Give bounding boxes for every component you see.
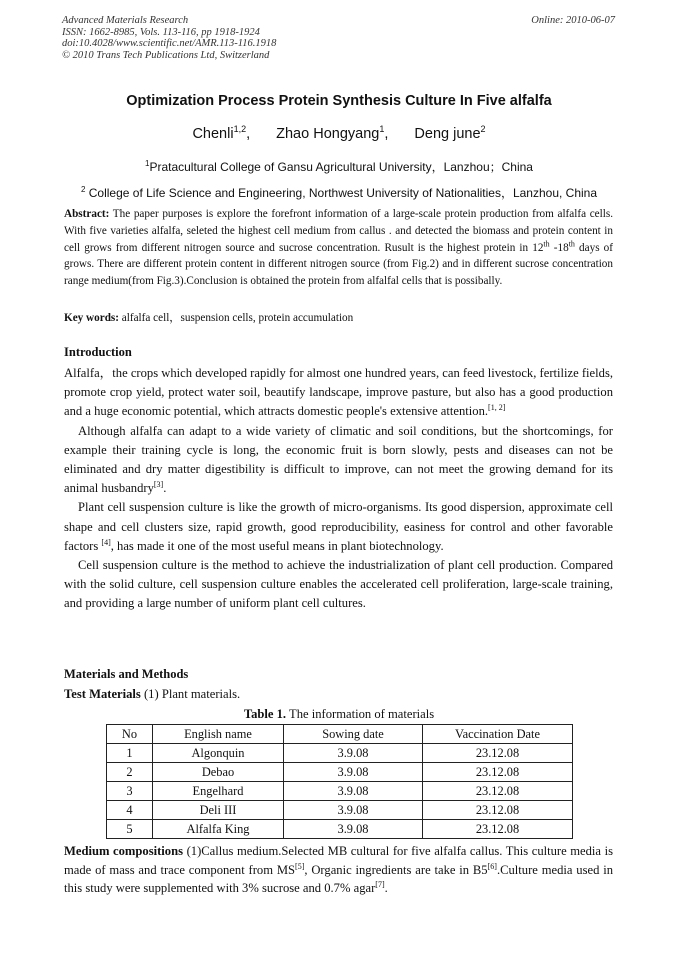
table-cell: 23.12.08 [423, 820, 573, 839]
citation: [4] [101, 537, 111, 547]
table-row [107, 763, 573, 782]
affiliation-text: College of Life Science and Engineering, Northwest University of Nationalities，Lanzhou, China [85, 186, 598, 200]
author-affiliation-mark: 2 [480, 124, 486, 134]
abstract-text: The paper purposes is explore the forefront information of a large-scale protein production from alfalfa cells. With five varieties alfalfa, seleted the highest cell medium from callus . and detected the biomass and protein content in cell grows from different nitrogen source and sucrose concentration. Rusult is the highest protein in 12 [64, 208, 613, 254]
abstract [64, 206, 613, 290]
table-title: The information of materials [286, 707, 435, 721]
paragraph-text: (1)Callus medium.Selected MB cultural for five alfalfa callus. This culture media is made of mass and trace component from MS [64, 844, 613, 877]
table-cell: 5 [107, 820, 153, 839]
paragraph [64, 364, 613, 422]
affiliation-1 [0, 158, 678, 175]
introduction-body [64, 364, 613, 614]
table-row [107, 801, 573, 820]
table-row [107, 782, 573, 801]
medium-label: Medium compositions [64, 844, 184, 858]
paragraph-text: Although alfalfa can adapt to a wide variety of climatic and soil conditions, but the shortcomings, for example their training cycle is long, the economic fruit is born slowly, pests and diseases can not be eliminated and dry matter digestibility is difficult to improve, can not meet the growing demand for its animal husbandry [64, 423, 613, 496]
citation: [3] [153, 480, 164, 490]
ordinal-suffix: th [543, 238, 550, 248]
author-separator: , [384, 125, 389, 142]
paragraph-text: . [163, 481, 167, 496]
methods-heading: Materials and Methods [64, 667, 189, 681]
issn-line: ISSN: 1662-8985, Vols. 113-116, pp 1918-1924 [62, 26, 260, 38]
author [276, 126, 388, 142]
table-caption [0, 707, 678, 722]
test-materials-text: (1) Plant materials. [140, 687, 241, 701]
table-header-cell: English name [153, 725, 284, 744]
table-cell: Debao [153, 763, 284, 782]
keywords [64, 309, 613, 325]
table-cell: 3 [107, 782, 153, 801]
table-cell: 3.9.08 [284, 820, 423, 839]
paragraph [64, 498, 613, 556]
table-cell: Algonquin [153, 744, 284, 763]
table-cell: 3.9.08 [284, 801, 423, 820]
abstract-label: Abstract: [64, 208, 110, 220]
affiliation-mark: 1 [145, 159, 150, 168]
journal-header [62, 15, 276, 61]
table-label: Table 1. [243, 707, 287, 721]
online-date: Online: 2010-06-07 [531, 15, 615, 26]
table-header-cell: No [107, 725, 153, 744]
citation: [7] [375, 880, 385, 889]
paragraph-text: .Culture media used in this study were supplemented with 3% sucrose and 0.7% agar [64, 862, 613, 896]
affiliation-text: Pratacultural College of Gansu Agricultural University，Lanzhou；China [149, 160, 533, 174]
table-cell: 1 [107, 744, 153, 763]
paragraph [64, 842, 613, 898]
citation: [6] [487, 861, 497, 871]
affiliation-2 [0, 184, 678, 201]
author-list [0, 124, 678, 142]
author-name: Zhao Hongyang [276, 125, 380, 142]
author-separator: , [246, 125, 251, 142]
author-name: Chenli [192, 125, 234, 142]
table-row [107, 744, 573, 763]
test-materials-label: Test Materials [64, 687, 141, 701]
table-cell: 3.9.08 [284, 763, 423, 782]
table-header-cell: Vaccination Date [423, 725, 573, 744]
citation: [5] [295, 861, 305, 871]
paper-title: Optimization Process Protein Synthesis Culture In Five alfalfa [126, 93, 552, 109]
doi-line: doi:10.4028/www.scientific.net/AMR.113-116.1918 [62, 38, 277, 49]
paragraph [64, 556, 613, 614]
journal-name: Advanced Materials Research [62, 15, 189, 26]
table-cell: 23.12.08 [423, 801, 573, 820]
table-cell: 23.12.08 [423, 744, 573, 763]
affiliation-mark: 2 [80, 185, 86, 194]
materials-table [106, 724, 573, 839]
author-name: Deng june [414, 125, 481, 142]
table-row [107, 820, 573, 839]
paragraph-text: Cell suspension culture is the method to achieve the industrialization of plant cell production. Compared with the solid culture, cell suspension culture enables the accelerated cell proliferation, large-scale training, and providing a large number of uniform plant cell cultures. [64, 558, 613, 611]
author [414, 126, 485, 142]
paragraph-text: Alfalfa，the crops which developed rapidly for almost one hundred years, can feed livestock, fertilize fields, promote crop yield, protect water soil, beautify landscape, improve pasture, but also has a good production and a huge economic potential, which attracts domestic people's extensive attention. [64, 366, 613, 419]
keywords-text: alfalfa cell，suspension cells, protein accumulation [119, 312, 354, 324]
table-cell: 3.9.08 [284, 782, 423, 801]
table-cell: 4 [107, 801, 153, 820]
keywords-label: Key words: [64, 312, 119, 324]
abstract-text: -18 [549, 241, 569, 254]
table-cell: Engelhard [153, 782, 284, 801]
paragraph-text: , Organic ingredients are take in B5 [304, 862, 488, 877]
paragraph-text: Plant cell suspension culture is like the growth of micro-organisms. Its good dispersion, approximate cell shape and cell clusters size, rapid growth, good reproducibility, easiness for control and other favorable factors [64, 500, 613, 553]
table-cell: 23.12.08 [423, 782, 573, 801]
table-header-cell: Sowing date [284, 725, 423, 744]
ordinal-suffix: th [568, 238, 575, 248]
paragraph-text: , has made it one of the most useful means in plant biotechnology. [110, 538, 444, 553]
table-cell: 2 [107, 763, 153, 782]
table-header-row [107, 725, 573, 744]
author [192, 126, 250, 142]
citation: [1, 2] [488, 403, 506, 413]
copyright-line: © 2010 Trans Tech Publications Ltd, Switzerland [62, 49, 270, 61]
table-cell: Deli III [153, 801, 284, 820]
author-affiliation-mark: 1,2 [233, 124, 247, 134]
author-affiliation-mark: 1 [379, 124, 385, 134]
medium-compositions [64, 842, 613, 898]
abstract-text: days of grows. There are different protein content in different nitrogen source (from Fig.2) and in different sucrose concentration range medium(from Fig.3).Conclusion is obtained the protein from alfalfal cells that is possibally. [64, 241, 613, 288]
table-cell: 23.12.08 [423, 763, 573, 782]
test-materials [64, 687, 240, 702]
paragraph-text: . [384, 881, 388, 896]
table-cell: 3.9.08 [284, 744, 423, 763]
introduction-heading: Introduction [64, 345, 132, 359]
table-cell: Alfalfa King [153, 820, 284, 839]
paragraph [64, 422, 613, 499]
